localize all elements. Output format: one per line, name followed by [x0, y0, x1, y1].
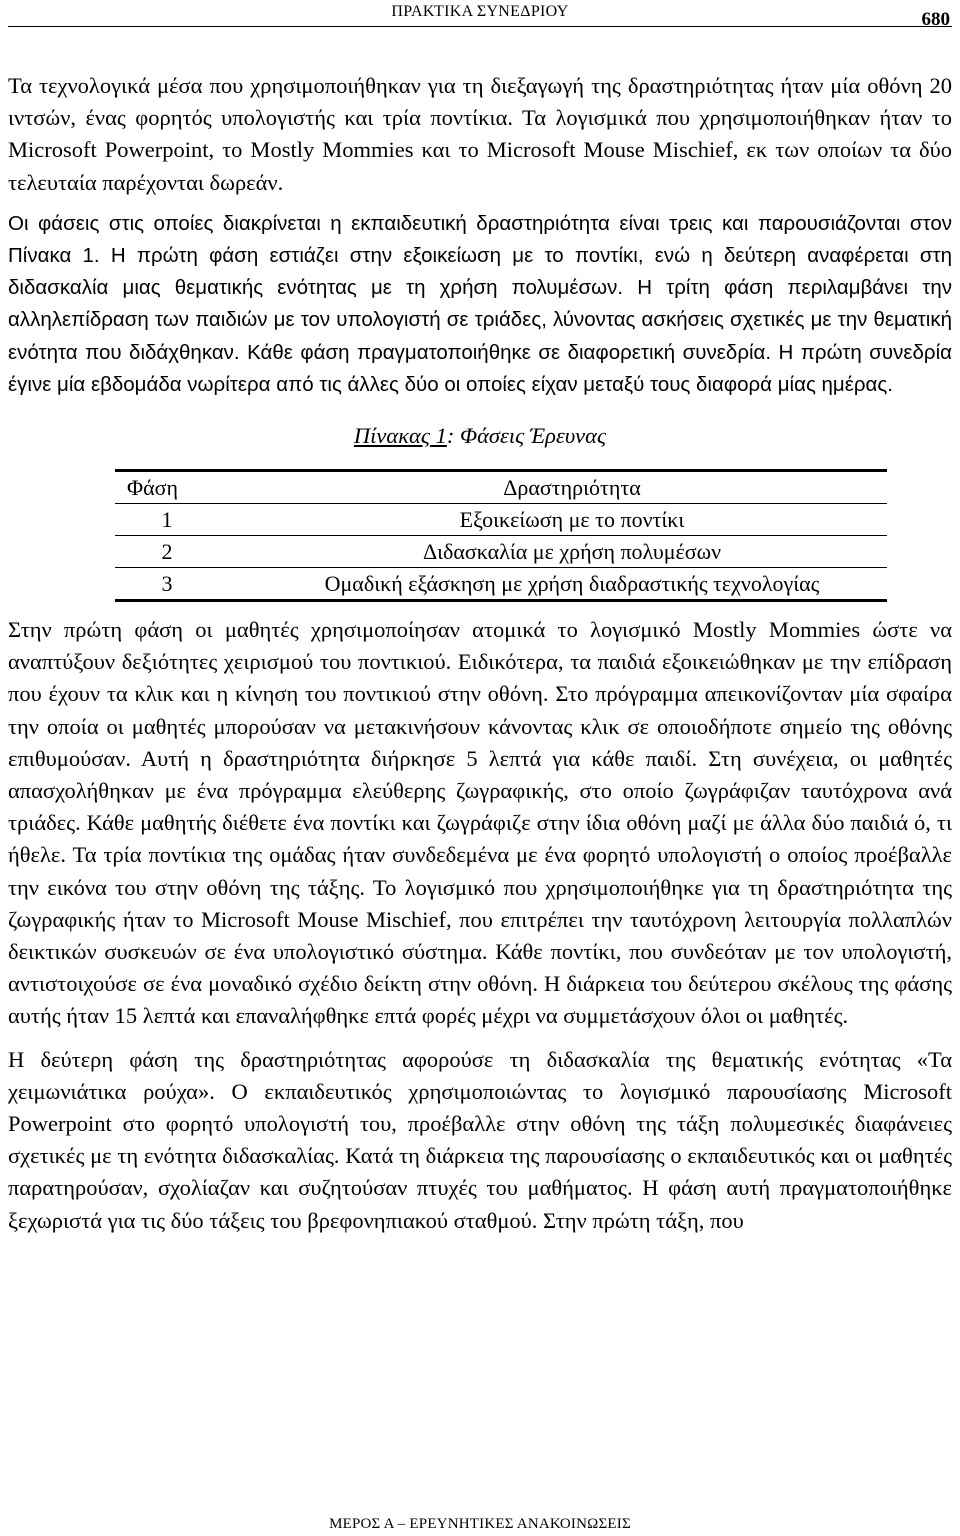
- table-caption-separator: :: [446, 423, 460, 449]
- page-footer: ΜΕΡΟΣ Α – ΕΡΕΥΝΗΤΙΚΕΣ ΑΝΑΚΟΙΝΩΣΕΙΣ: [329, 1516, 631, 1532]
- phases-table: [115, 469, 887, 602]
- header-title: ΠΡΑΚΤΙΚΑ ΣΥΝΕΔΡΙΟΥ: [391, 3, 569, 20]
- paragraph-tech-means: Τα τεχνολογικά μέσα που χρησιμοποιήθηκαν για τη διεξαγωγή της δραστηριότητας ήταν μία οθόνη 20 ιντσών, ένας φορητός υπολογιστής και τρία ποντίκια. Τα λογισμικά που χρησιμοποιήθηκαν ήταν το Microsoft Powerpoint, το Mostly Mommies και το Microsoft Mouse Mischief, εκ των οποίων τα δύο τελευταία παρέχονται δωρεάν.: [8, 73, 952, 195]
- page-number: 680: [921, 9, 950, 30]
- paragraph-first-phase: Στην πρώτη φάση οι μαθητές χρησιμοποίησαν ατομικά το λογισμικό Mostly Mommies ώστε να αναπτύξουν δεξιότητες χειρισμού του ποντικιού. Ειδικότερα, τα παιδιά εξοικειώθηκαν με την επίδραση που έχουν τα κλικ και η κίνηση του ποντικιού στην οθόνη. Στο πρόγραμμα απεικονίζονταν μία σφαίρα την οποία οι μαθητές μπορούσαν να μετακινήσουν κάνοντας κλικ σε οποιοδήποτε σημείο της οθόνης επιθυμούσαν. Αυτή η δραστηριότητα διήρκησε 5 λεπτά για κάθε παιδί. Στη συνέχεια, οι μαθητές απασχολήθηκαν με ένα πρόγραμμα ελεύθερης ζωγραφικής, στο οποίο ζωγράφιζαν ταυτόχρονα ανά τριάδες. Κάθε μαθητής διέθετε ένα ποντίκι και ζωγράφιζε στην ίδια οθόνη μαζί με άλλα δύο παιδιά ό, τι ήθελε. Τα τρία ποντίκια της ομάδας ήταν συνδεδεμένα με ένα φορητό υπολογιστή ο οποίος προέβαλλε την εικόνα του στην οθόνη της τάξης. Το λογισμικό που χρησιμοποιήθηκε για τη δραστηριότητα της ζωγραφικής ήταν το Microsoft Mouse Mischief, που επιτρέπει την ταυτόχρονη λειτουργία πολλαπλών δεικτικών συσκευών σε ένα υπολογιστικό σύστημα. Κάθε ποντίκι, που συνδεόταν με τον υπολογιστή, αντιστοιχούσε σε ένα μοναδικό σχέδιο δείκτη στην οθόνη. Η διάρκεια του δεύτερου σκέλους της φάσης αυτής ήταν 15 λεπτά και επαναλήφθηκε επτά φορές μέχρι να συμμετάσχουν όλοι οι μαθητές.: [8, 617, 952, 1029]
- paragraph-second-phase: Η δεύτερη φάση της δραστηριότητας αφορούσε τη διδασκαλία της θεματικής ενότητας «Τα χειμωνιάτικα ρούχα». Ο εκπαιδευτικός χρησιμοποιώντας το λογισμικό παρουσίασης Microsoft Powerpoint στο φορητό υπολογιστή του, προέβαλλε στην οθόνη της τάξη πολυμεσικές διαφάνειες σχετικές με τη ενότητα διδασκαλίας. Κατά τη διάρκεια της παρουσίασης ο εκπαιδευτικός και οι μαθητές παρατηρούσαν, σχολίαζαν και συζητούσαν πτυχές του μαθήματος. Η φάση αυτή πραγματοποιήθηκε ξεχωριστά για τις δύο τάξεις του βρεφονηπιακού σταθμού. Στην πρώτη τάξη, που: [8, 1046, 952, 1233]
- column-header-phase: Φάση: [115, 471, 257, 504]
- table-row: [115, 536, 887, 568]
- table-row: [115, 504, 887, 536]
- cell-activity: Ομαδική εξάσκηση με χρήση διαδραστικής τεχνολογίας: [257, 568, 887, 601]
- table-caption-label: Πίνακας 1: [353, 423, 447, 449]
- table-caption: [8, 423, 952, 449]
- cell-phase: 3: [115, 568, 257, 601]
- paragraph-phases-intro: Οι φάσεις στις οποίες διακρίνεται η εκπαιδευτική δραστηριότητα είναι τρεις και παρουσιάζονται στον Πίνακα 1. Η πρώτη φάση εστιάζει στην εξοικείωση με το ποντίκι, ενώ η δεύτερη αναφέρεται στη διδασκαλία μιας θεματικής ενότητας με τη χρήση πολυμέσων. Η τρίτη φάση περιλαμβάνει την αλληλεπίδραση των παιδιών με τον υπολογιστή σε τριάδες, λύνοντας ασκήσεις σχετικές με την θεματική ενότητα που διδάχθηκαν. Κάθε φάση πραγματοποιήθηκε σε διαφορετική συνεδρία. Η πρώτη συνεδρία έγινε μία εβδομάδα νωρίτερα από τις άλλες δύο οι οποίες είχαν μεταξύ τους διαφορά μίας ημέρας.: [8, 211, 952, 396]
- cell-activity: Εξοικείωση με το ποντίκι: [257, 504, 887, 536]
- document-body: [8, 70, 952, 1237]
- table-caption-text: Φάσεις Έρευνας: [459, 423, 607, 449]
- page-header: [8, 0, 952, 30]
- column-header-activity: Δραστηριότητα: [257, 471, 887, 504]
- cell-phase: 2: [115, 536, 257, 568]
- table-row: [115, 568, 887, 601]
- table-header-row: [115, 471, 887, 504]
- cell-phase: 1: [115, 504, 257, 536]
- cell-activity: Διδασκαλία με χρήση πολυμέσων: [257, 536, 887, 568]
